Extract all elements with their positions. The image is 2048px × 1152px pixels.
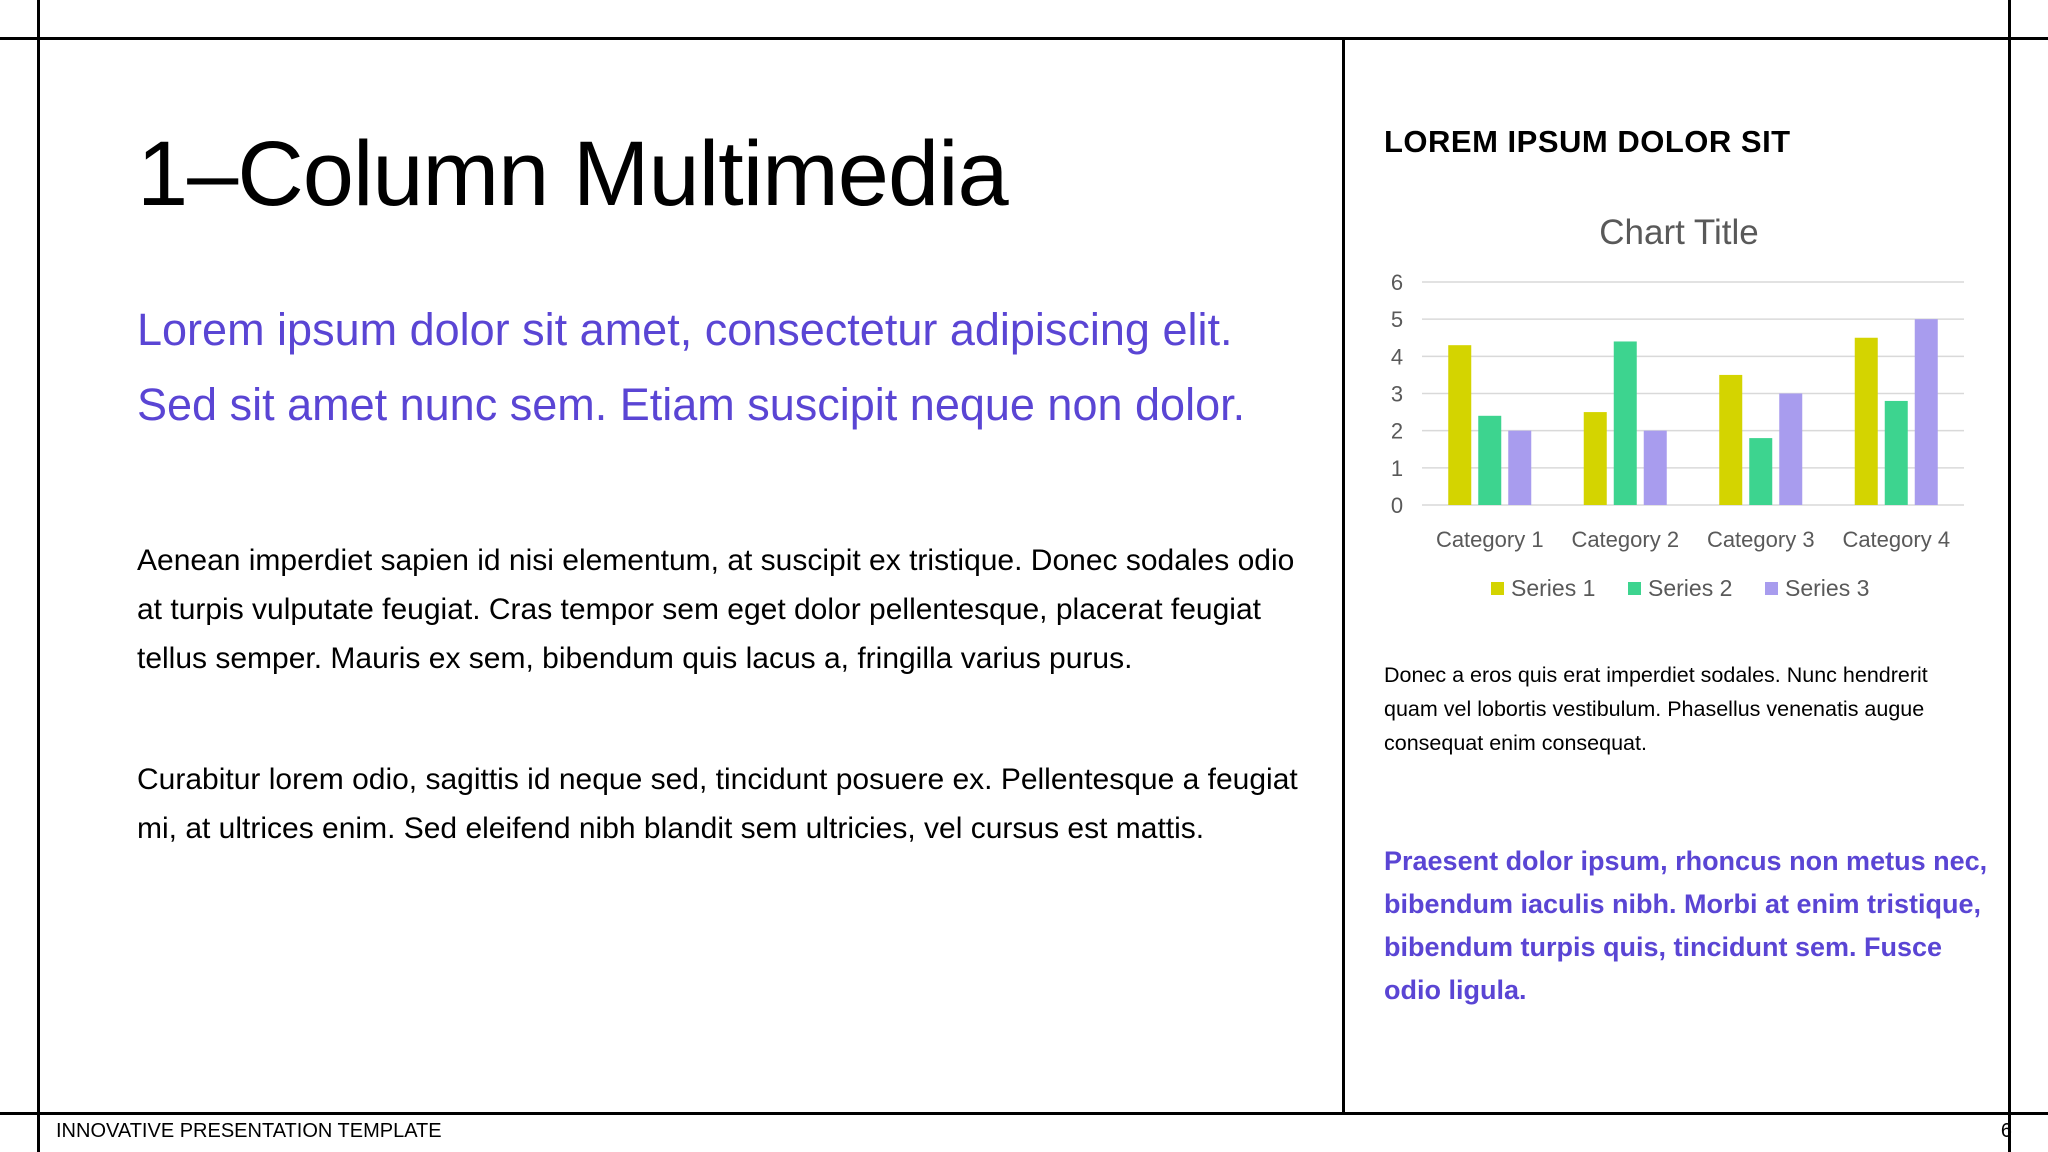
- bar: [1915, 319, 1938, 505]
- page-number: 6: [2000, 1120, 2012, 1142]
- legend-swatch: [1765, 582, 1778, 595]
- y-tick-label: 5: [1390, 307, 1404, 333]
- chart-legend: [1491, 575, 1869, 601]
- sidebar-heading: LOREM IPSUM DOLOR SIT: [1384, 124, 1791, 159]
- legend-label: Series 2: [1648, 575, 1733, 601]
- bar: [1584, 412, 1607, 505]
- x-tick-label: Category 1: [1435, 527, 1544, 552]
- body-paragraph-1: Aenean imperdiet sapien id nisi elementum, at suscipit ex tristique. Donec sodales odio at turpis vulputate feugiat. Cras tempor sem eget dolor pellentesque, placerat feugiat tellus semper. Mauris ex sem, bibendum quis lacus a, fringilla varius purus.: [137, 544, 1295, 675]
- column-divider: [1342, 37, 1345, 1114]
- y-tick-label: 0: [1390, 493, 1404, 518]
- bar: [1508, 431, 1531, 505]
- frame-bottom-rule: [0, 1112, 2048, 1115]
- bar-chart: [1380, 200, 1980, 620]
- legend-swatch: [1628, 582, 1641, 595]
- bar: [1749, 438, 1772, 505]
- sidebar-caption: Donec a eros quis erat imperdiet sodales. Nunc hendrerit quam vel lobortis vestibulum. Phasellus venenatis augue consequat enim consequat.: [1384, 663, 1928, 755]
- bar: [1448, 345, 1471, 505]
- frame-top-rule: [0, 37, 2048, 40]
- slide-title: 1–Column Multimedia: [137, 123, 1008, 225]
- bar: [1719, 375, 1742, 505]
- legend-swatch: [1491, 582, 1504, 595]
- footer-label: INNOVATIVE PRESENTATION TEMPLATE: [56, 1120, 442, 1142]
- legend-label: Series 1: [1511, 575, 1596, 601]
- legend-label: Series 3: [1785, 575, 1870, 601]
- y-tick-label: 1: [1390, 455, 1404, 481]
- bar: [1885, 401, 1908, 505]
- x-tick-label: Category 2: [1571, 527, 1680, 552]
- bar: [1614, 341, 1637, 505]
- chart-title: Chart Title: [1599, 213, 1759, 252]
- y-tick-label: 2: [1390, 418, 1404, 444]
- bar: [1644, 431, 1667, 505]
- y-tick-label: 4: [1390, 344, 1404, 370]
- frame-right-rule: [2008, 0, 2011, 1152]
- chart-bars: [1448, 319, 1938, 505]
- chart-x-axis: [1436, 527, 1950, 552]
- bar: [1478, 416, 1501, 505]
- lead-paragraph: Lorem ipsum dolor sit amet, consectetur adipiscing elit. Sed sit amet nunc sem. Etiam suscipit neque non dolor.: [137, 304, 1246, 430]
- body-paragraph-2: Curabitur lorem odio, sagittis id neque sed, tincidunt posuere ex. Pellentesque a feugiat mi, at ultrices enim. Sed eleifend nibh blandit sem ultricies, vel cursus est mattis.: [137, 763, 1298, 845]
- bar: [1855, 338, 1878, 505]
- chart-y-axis: [1391, 270, 1403, 518]
- y-tick-label: 6: [1390, 270, 1404, 295]
- frame-left-rule: [37, 0, 40, 1152]
- sidebar-accent-text: Praesent dolor ipsum, rhoncus non metus nec, bibendum iaculis nibh. Morbi at enim tristique, bibendum turpis quis, tincidunt sem. Fusce odio ligula.: [1384, 846, 1988, 1005]
- chart-gridlines: [1422, 282, 1964, 505]
- y-tick-label: 3: [1390, 381, 1404, 407]
- bar: [1779, 394, 1802, 506]
- x-tick-label: Category 4: [1842, 527, 1951, 552]
- x-tick-label: Category 3: [1706, 527, 1815, 552]
